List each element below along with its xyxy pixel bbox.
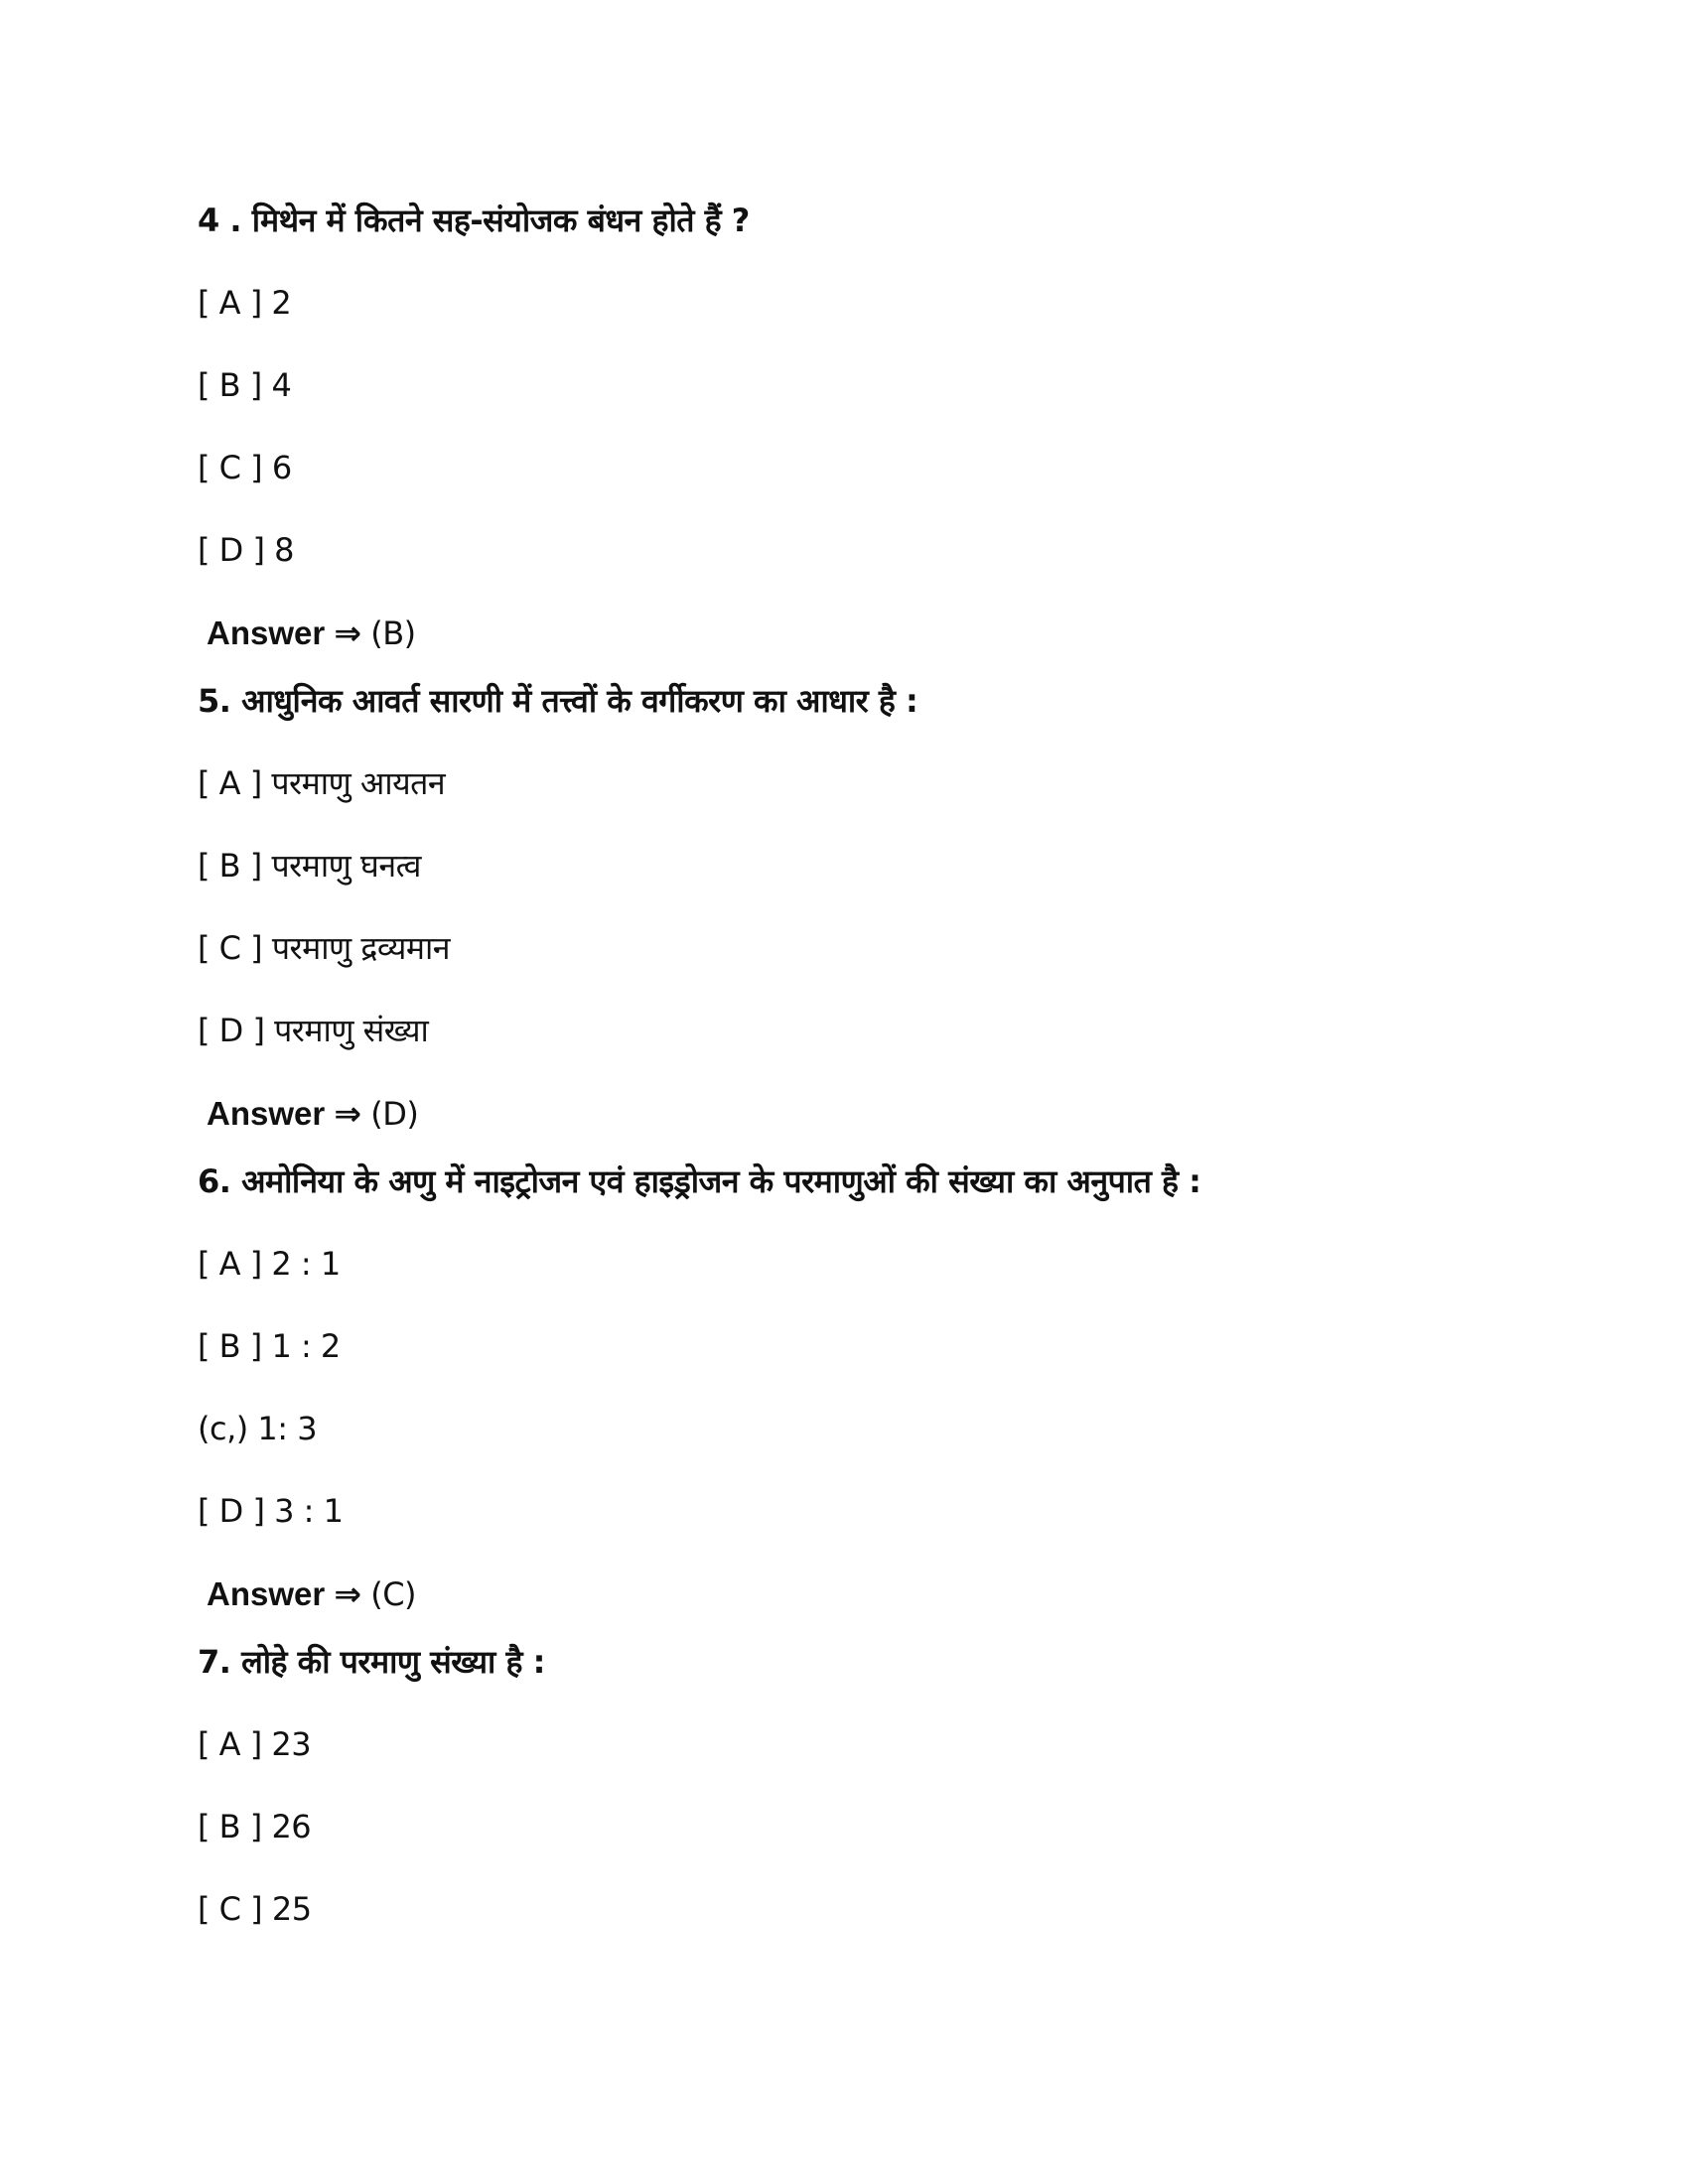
question-text: 5. आधुनिक आवर्त सारणी में तत्त्वों के वर्गीकरण का आधार है : — [198, 682, 918, 720]
answer-label: Answer — [207, 1575, 326, 1612]
question-text: 4 . मिथेन में कितने सह-संयोजक बंधन होते हैं ? — [198, 202, 750, 239]
question-text: 6. अमोनिया के अणु में नाइट्रोजन एवं हाइड्रोजन के परमाणुओं की संख्या का अनुपात है : — [198, 1162, 1201, 1200]
arrow-icon: ⇒ — [334, 1095, 362, 1132]
answer-label: Answer — [207, 1095, 326, 1132]
answer-value: (B) — [370, 614, 416, 652]
arrow-icon: ⇒ — [334, 1575, 362, 1612]
option-b: [ B ] 1 : 2 — [198, 1327, 341, 1365]
option-d: [ D ] 8 — [198, 531, 294, 569]
option-d: [ D ] परमाणु संख्या — [198, 1012, 429, 1049]
option-c: [ C ] 6 — [198, 449, 292, 486]
answer-line — [198, 1072, 1538, 1141]
arrow-icon: ⇒ — [334, 614, 362, 651]
answer-line — [198, 1553, 1538, 1621]
answer-value: (D) — [370, 1095, 419, 1133]
option-b: [ B ] 4 — [198, 366, 292, 404]
option-c: [ C ] परमाणु द्रव्यमान — [198, 929, 451, 967]
answer-label: Answer — [207, 614, 326, 651]
answer-line — [198, 592, 1538, 660]
option-b: [ B ] परमाणु घनत्व — [198, 847, 421, 885]
option-a: [ A ] 23 — [198, 1725, 312, 1763]
option-c: (c,) 1: 3 — [198, 1410, 318, 1447]
question-text: 7. लोहे की परमाणु संख्या है : — [198, 1643, 545, 1681]
mcq-document — [198, 180, 1538, 1951]
option-d: [ D ] 3 : 1 — [198, 1492, 344, 1530]
question-block-4 — [198, 180, 1538, 660]
option-a: [ A ] परमाणु आयतन — [198, 764, 446, 802]
answer-value: (C) — [370, 1575, 417, 1613]
option-a: [ A ] 2 : 1 — [198, 1245, 341, 1283]
question-block-5 — [198, 660, 1538, 1141]
option-b: [ B ] 26 — [198, 1808, 312, 1845]
question-block-7 — [198, 1621, 1538, 1951]
option-c: [ C ] 25 — [198, 1890, 312, 1928]
option-a: [ A ] 2 — [198, 284, 292, 322]
question-block-6 — [198, 1141, 1538, 1621]
